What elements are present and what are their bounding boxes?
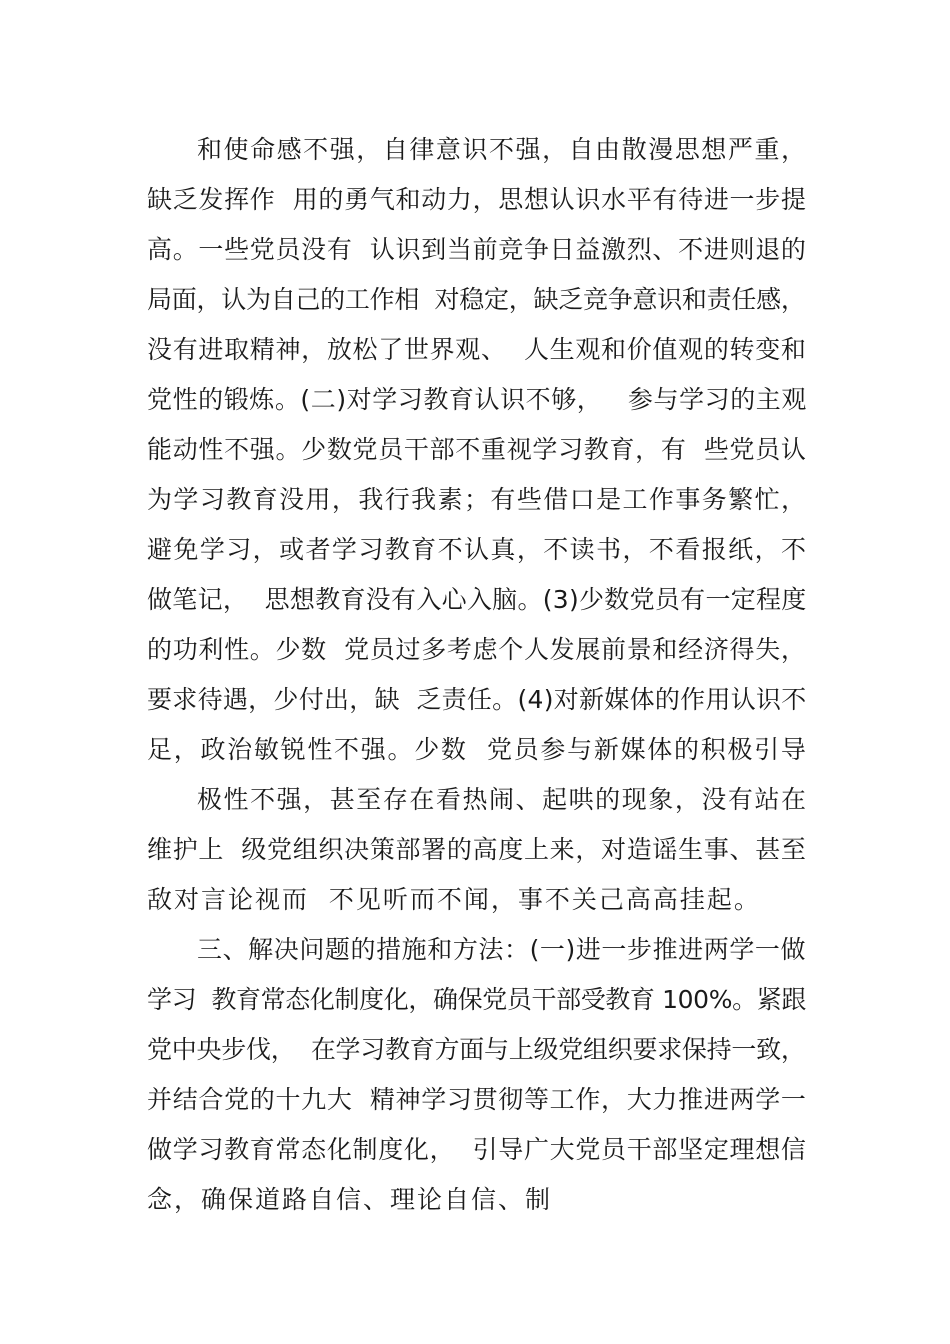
text-line: 做学习教育常态化制度化， 引导广大党员干部坚定理想信 — [147, 1135, 807, 1164]
text-line: 高。一些党员没有 认识到当前竞争日益激烈、不进则退的 — [147, 235, 807, 264]
text-line: 没有进取精神，放松了世界观、 人生观和价值观的转变和 — [147, 335, 807, 364]
text-line: 党中央步伐， 在学习教育方面与上级党组织要求保持一致， — [147, 1035, 806, 1064]
text-line: 足，政治敏锐性不强。少数 党员参与新媒体的积极引导 — [147, 735, 808, 764]
text-line: 极性不强，甚至存在看热闹、起哄的现象，没有站在 — [197, 785, 808, 814]
text-line: 缺乏发挥作 用的勇气和动力，思想认识水平有待进一步提 — [147, 185, 807, 214]
text-line: 学习 教育常态化制度化，确保党员干部受教育 100%。紧跟 — [147, 985, 806, 1014]
text-line: 能动性不强。少数党员干部不重视学习教育，有 些党员认 — [147, 435, 807, 464]
text-line: 局面，认为自己的工作相 对稳定，缺乏竞争意识和责任感， — [147, 285, 806, 314]
text-line: 的功利性。少数 党员过多考虑个人发展前景和经济得失， — [147, 635, 807, 664]
text-line: 为学习教育没用，我行我素；有些借口是工作事务繁忙， — [147, 485, 808, 514]
text-line: 念，确保道路自信、理论自信、制 — [147, 1185, 553, 1214]
text-line: 和使命感不强，自律意识不强，自由散漫思想严重， — [197, 135, 808, 164]
text-line: 要求待遇，少付出，缺 乏责任。(4)对新媒体的作用认识不 — [147, 685, 807, 714]
text-line: 三、解决问题的措施和方法：(一)进一步推进两学一做 — [197, 935, 807, 964]
text-line: 党性的锻炼。(二)对学习教育认识不够， 参与学习的主观 — [147, 385, 807, 414]
text-line: 并结合党的十九大 精神学习贯彻等工作，大力推进两学一 — [147, 1085, 807, 1114]
text-line: 避免学习，或者学习教育不认真，不读书，不看报纸，不 — [147, 535, 808, 564]
text-line: 做笔记， 思想教育没有入心入脑。(3)少数党员有一定程度 — [147, 585, 807, 614]
text-line: 敌对言论视而 不见听而不闻，事不关己高高挂起。 — [147, 885, 761, 914]
text-line: 维护上 级党组织决策部署的高度上来，对造谣生事、甚至 — [147, 835, 807, 864]
